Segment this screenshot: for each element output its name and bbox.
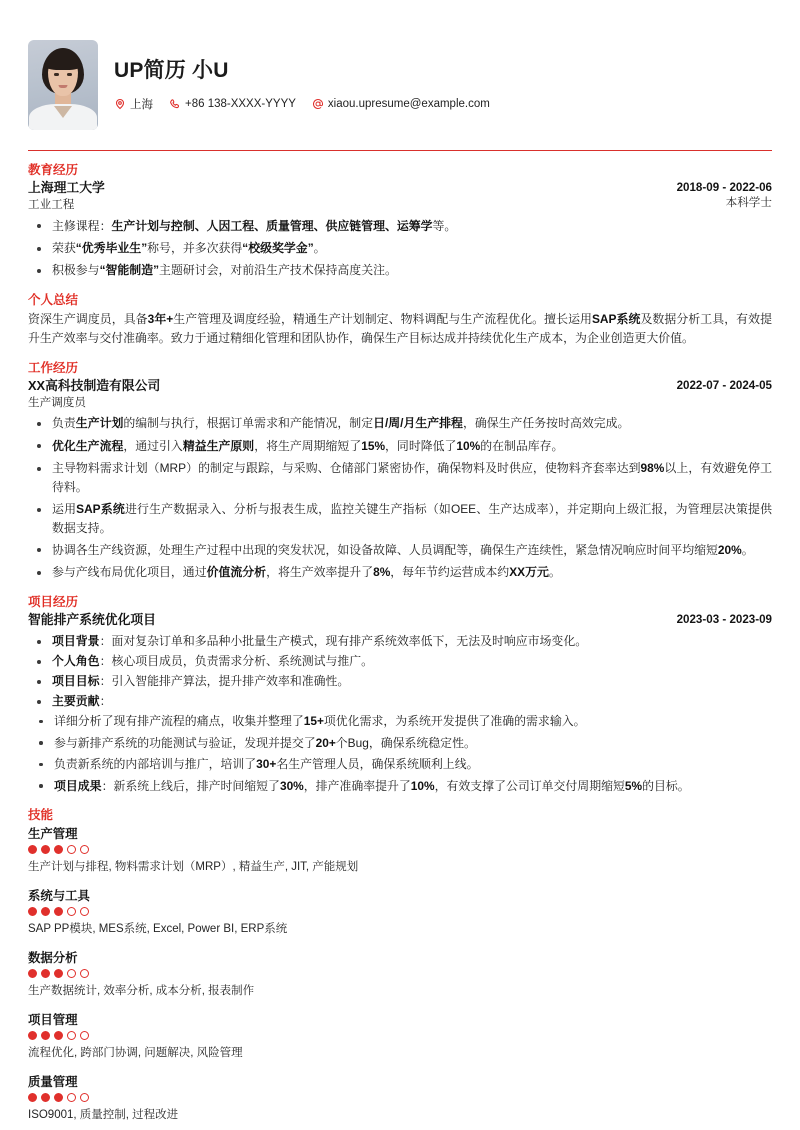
header-divider xyxy=(28,150,772,151)
skill-name: 项目管理 xyxy=(28,1012,78,1027)
skill-rating xyxy=(28,845,772,854)
skill-name: 数据分析 xyxy=(28,950,78,965)
section-summary xyxy=(28,293,772,348)
skill-description: SAP PP模块, MES系统, Excel, Power BI, ERP系统 xyxy=(28,923,288,936)
avatar xyxy=(28,40,98,130)
skill-rating-dot xyxy=(28,845,37,854)
avatar-collar-shape xyxy=(54,106,72,118)
section-education xyxy=(28,163,772,280)
contact-list xyxy=(114,96,772,112)
list-item: 项目成果：新系统上线后，排产时间缩短了30%，排产准确率提升了10%，有效支撑了公司订单交付周期缩短5%的目标。 xyxy=(28,777,772,795)
skill-rating-dot xyxy=(67,907,76,916)
skill-rating-dot xyxy=(54,969,63,978)
skill-rating-dot xyxy=(67,969,76,978)
list-item: 荣获“优秀毕业生”称号，并多次获得“校级奖学金”。 xyxy=(28,239,772,257)
work-date: 2022-07 - 2024-05 xyxy=(676,378,772,392)
section-title-skills: 技能 xyxy=(28,808,54,823)
skill-description: 生产数据统计, 效率分析, 成本分析, 报表制作 xyxy=(28,985,255,998)
skill-rating-dot xyxy=(80,1031,89,1040)
skill-list xyxy=(28,826,772,1125)
education-school: 上海理工大学 xyxy=(28,180,105,196)
list-item: 运用SAP系统进行生产数据录入、分析与报表生成，监控关键生产指标（如OEE、生产达成率），并定期向上级汇报，为管理层决策提供数据支持。 xyxy=(28,500,772,537)
skill-rating-dot xyxy=(28,1031,37,1040)
skill-rating-dot xyxy=(54,845,63,854)
location-pin-icon xyxy=(114,98,126,110)
skill-rating-dot xyxy=(67,1093,76,1102)
section-title-project: 项目经历 xyxy=(28,594,79,609)
skill-item xyxy=(28,1012,772,1063)
resume-header xyxy=(28,40,772,148)
list-item: 负责生产计划的编制与执行，根据订单需求和产能情况，制定日/周/月生产排程，确保生产任务按时高效完成。 xyxy=(28,414,772,432)
education-bullets xyxy=(28,217,772,280)
list-item: 积极参与“智能制造”主题研讨会，对前沿生产技术保持高度关注。 xyxy=(28,261,772,279)
phone-icon xyxy=(169,98,181,110)
summary-text: 资深生产调度员，具备3年+生产管理及调度经验，精通生产计划制定、物料调配与生产流程优化。擅长运用SAP系统及数据分析工具，有效提升生产效率与交付准确率。致力于通过精细化管理和团队协作，确保生产目标达成并持续优化生产成本，为企业创造更大价值。 xyxy=(28,311,772,345)
skill-rating-dot xyxy=(41,1093,50,1102)
section-project xyxy=(28,595,772,795)
skill-rating-dot xyxy=(28,907,37,916)
avatar-eye-right xyxy=(67,73,72,76)
skill-rating xyxy=(28,1031,772,1040)
project-entry-header xyxy=(28,612,772,629)
work-entry-header xyxy=(28,378,772,411)
skill-rating-dot xyxy=(41,907,50,916)
skill-rating-dot xyxy=(41,1031,50,1040)
skill-rating-dot xyxy=(54,907,63,916)
contact-phone xyxy=(169,98,296,110)
skill-rating-dot xyxy=(67,1031,76,1040)
skill-description: ISO9001, 质量控制, 过程改进 xyxy=(28,1109,179,1122)
skill-rating-dot xyxy=(80,969,89,978)
contact-email-text: xiaou.upresume@example.com xyxy=(327,97,490,110)
page-title: UP简历 小U xyxy=(114,59,229,83)
section-title-work: 工作经历 xyxy=(28,361,79,376)
skill-rating-dot xyxy=(80,907,89,916)
skill-description: 生产计划与排程, 物料需求计划（MRP）, 精益生产, JIT, 产能规划 xyxy=(28,861,359,874)
skill-item xyxy=(28,950,772,1001)
project-date: 2023-03 - 2023-09 xyxy=(676,612,772,626)
list-item: 主要贡献： xyxy=(28,692,772,710)
skill-item xyxy=(28,888,772,939)
header-text-block xyxy=(114,58,772,111)
section-title-summary: 个人总结 xyxy=(28,292,79,307)
list-item: 协调各生产线资源，处理生产过程中出现的突发状况，如设备故障、人员调配等，确保生产连续性，紧急情况响应时间平均缩短20%。 xyxy=(28,541,772,559)
skill-rating-dot xyxy=(67,845,76,854)
skill-name: 生产管理 xyxy=(28,826,78,841)
list-item: 项目背景：面对复杂订单和多品种小批量生产模式，现有排产系统效率低下，无法及时响应市场变化。 xyxy=(28,632,772,650)
avatar-eye-left xyxy=(54,73,59,76)
skill-name: 质量管理 xyxy=(28,1074,78,1089)
list-item: 主修课程：生产计划与控制、人因工程、质量管理、供应链管理、运筹学等。 xyxy=(28,217,772,235)
work-bullets xyxy=(28,414,772,582)
skill-rating xyxy=(28,1093,772,1102)
list-item: 参与产线布局优化项目，通过价值流分析，将生产效率提升了8%，每年节约运营成本约XX万元。 xyxy=(28,563,772,581)
project-subbullets xyxy=(28,712,772,795)
contact-phone-text: +86 138-XXXX-YYYY xyxy=(185,97,296,110)
skill-rating-dot xyxy=(28,1093,37,1102)
list-item: 主导物料需求计划（MRP）的制定与跟踪，与采购、仓储部门紧密协作，确保物料及时供应，使物料齐套率达到98%以上，有效避免停工待料。 xyxy=(28,459,772,496)
skill-rating-dot xyxy=(80,845,89,854)
list-item: 个人角色：核心项目成员，负责需求分析、系统测试与推广。 xyxy=(28,652,772,670)
skill-rating-dot xyxy=(54,1093,63,1102)
list-item: 详细分析了现有排产流程的痛点，收集并整理了15+项优化需求，为系统开发提供了准确的需求输入。 xyxy=(28,712,772,730)
skill-item xyxy=(28,826,772,877)
skill-item xyxy=(28,1074,772,1125)
list-item: 负责新系统的内部培训与推广，培训了30+名生产管理人员，确保系统顺利上线。 xyxy=(28,755,772,773)
education-major: 工业工程 xyxy=(28,197,75,211)
section-title-education: 教育经历 xyxy=(28,163,79,178)
list-item: 参与新排产系统的功能测试与验证，发现并提交了20+个Bug，确保系统稳定性。 xyxy=(28,734,772,752)
project-name: 智能排产系统优化项目 xyxy=(28,611,156,627)
project-bullets xyxy=(28,632,772,710)
education-degree: 本科学士 xyxy=(725,196,772,210)
contact-email xyxy=(312,98,490,110)
skill-description: 流程优化, 跨部门协调, 问题解决, 风险管理 xyxy=(28,1047,243,1060)
work-company: XX高科技制造有限公司 xyxy=(28,377,161,393)
education-date: 2018-09 - 2022-06 xyxy=(676,181,772,195)
list-item: 优化生产流程，通过引入精益生产原则，将生产周期缩短了15%，同时降低了10%的在制品库存。 xyxy=(28,437,772,455)
skill-rating-dot xyxy=(80,1093,89,1102)
at-sign-icon xyxy=(312,98,324,110)
skill-rating-dot xyxy=(28,969,37,978)
section-work xyxy=(28,361,772,582)
skill-rating-dot xyxy=(41,845,50,854)
skill-rating xyxy=(28,969,772,978)
list-item: 项目目标：引入智能排产算法，提升排产效率和准确性。 xyxy=(28,672,772,690)
education-entry-header xyxy=(28,180,772,213)
work-position: 生产调度员 xyxy=(28,395,86,409)
skill-rating-dot xyxy=(41,969,50,978)
contact-location-text: 上海 xyxy=(130,98,153,111)
section-skills xyxy=(28,808,772,1125)
skill-name: 系统与工具 xyxy=(28,888,90,903)
skill-rating xyxy=(28,907,772,916)
contact-location xyxy=(114,96,153,112)
skill-rating-dot xyxy=(54,1031,63,1040)
